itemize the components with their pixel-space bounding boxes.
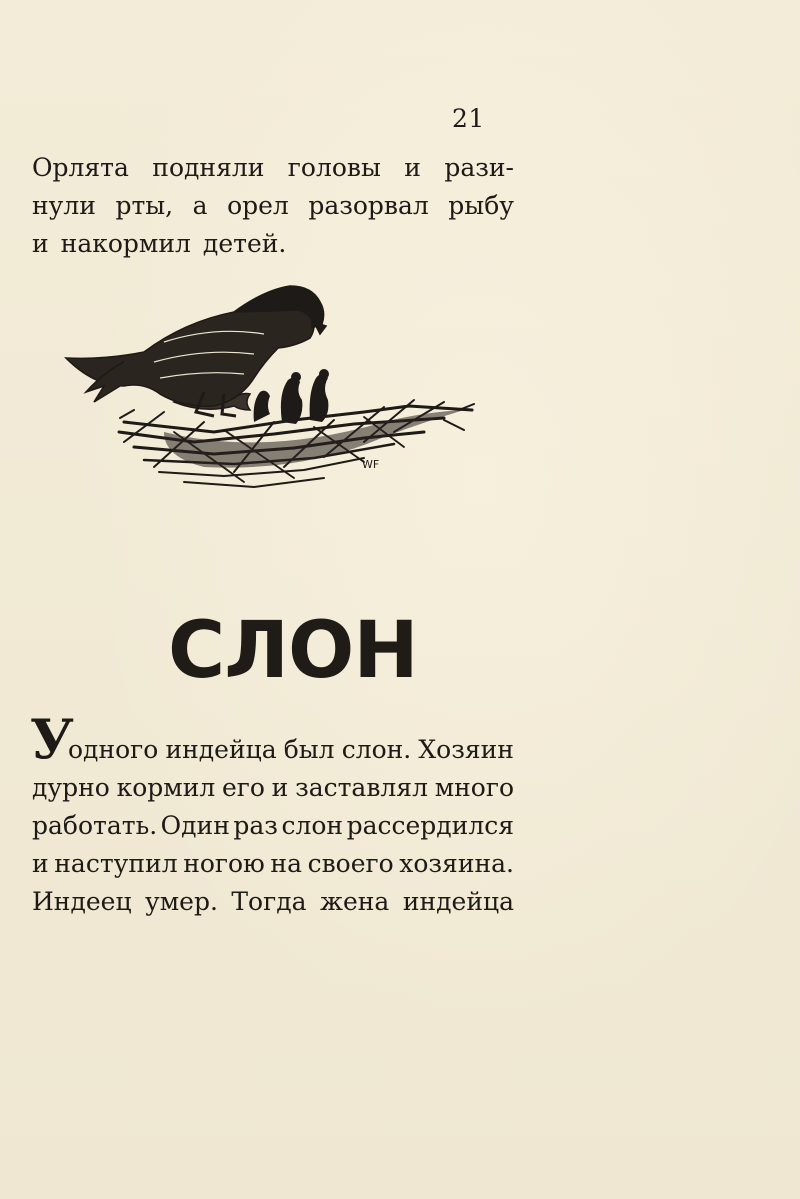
word: орел [227, 191, 289, 220]
word: жена [319, 887, 390, 916]
illustration-signature: WF [362, 458, 380, 471]
word: накормил [60, 229, 191, 258]
word: был [283, 735, 335, 764]
word: слон [281, 811, 344, 840]
text-line [32, 807, 514, 845]
word: рты, [115, 191, 174, 220]
page-number: 21 [452, 104, 485, 133]
word: индейца [165, 735, 277, 764]
word: много [434, 773, 514, 802]
word: ногою [183, 849, 265, 878]
text-line [32, 187, 514, 225]
word: слон. [341, 735, 412, 764]
word: заставлял [295, 773, 428, 802]
word: детей. [202, 229, 287, 258]
word: и [271, 773, 289, 802]
word: работать. [32, 811, 158, 840]
word: рыбу [448, 191, 514, 220]
text-line [32, 225, 514, 263]
drop-cap: У [30, 707, 74, 771]
text-line [32, 769, 514, 807]
word: нули [32, 191, 96, 220]
word: головы [287, 153, 381, 182]
word: индейца [402, 887, 514, 916]
text-line [32, 883, 514, 921]
word: раз [233, 811, 278, 840]
word: разорвал [308, 191, 429, 220]
word: Тогда [231, 887, 307, 916]
eagle-nest-illustration [64, 282, 476, 494]
word: а [192, 191, 208, 220]
word: рассердился [346, 811, 514, 840]
word: его [221, 773, 265, 802]
word: Один [160, 811, 230, 840]
word: и [404, 153, 421, 182]
word: Индеец [32, 887, 132, 916]
word: дурно [32, 773, 110, 802]
chapter-title: СЛОН [168, 606, 418, 696]
word: хозяина. [399, 849, 514, 878]
word: Хозяин [418, 735, 514, 764]
word: и [32, 229, 49, 258]
word: кормил [116, 773, 216, 802]
word: умер. [145, 887, 218, 916]
word: одного [68, 735, 159, 764]
paragraph-eagle-ending [32, 149, 514, 263]
text-line [32, 731, 514, 769]
word: своего [307, 849, 394, 878]
paragraph-elephant [32, 731, 514, 921]
word: подняли [152, 153, 265, 182]
word: наступил [54, 849, 178, 878]
word: Орлята [32, 153, 129, 182]
word: на [270, 849, 302, 878]
word: и [32, 849, 49, 878]
text-line [32, 149, 514, 187]
word: рази- [444, 153, 514, 182]
text-line [32, 845, 514, 883]
